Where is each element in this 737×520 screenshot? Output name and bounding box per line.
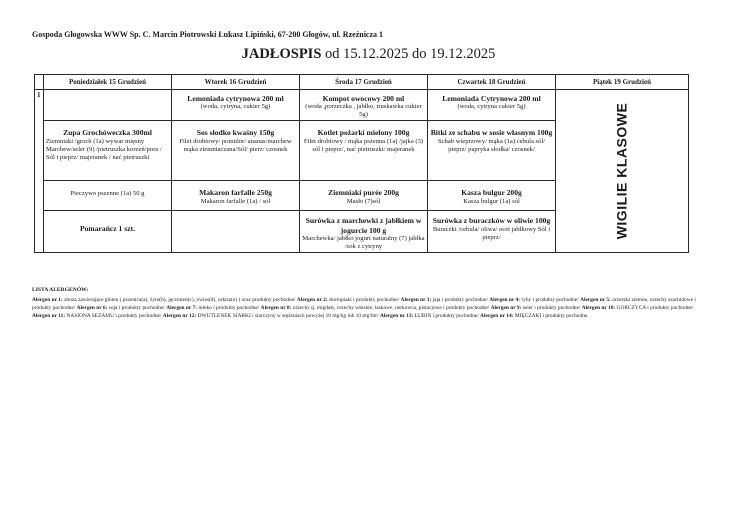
friday-class-wigilia-note: WIGILIE KLASOWE [613, 102, 630, 240]
menu-dish-ingredients: (woda, cytryna, cukier 5g) [200, 103, 271, 111]
allergen-entry: Alergen nr 5: orzeszki ziemne, orzechy arachidowe i produkty pochodne/ [32, 296, 696, 312]
day-header-wednesday: Środa 17 Grudzień [300, 75, 428, 90]
allergen-entry: Alergen nr 14: MIĘCZAKI i produkty pochodne. [480, 313, 589, 320]
tue-main-cell [172, 121, 300, 181]
mon-extra-cell [44, 211, 172, 253]
menu-dish: Surówka z buraczków w oliwie 100g [432, 216, 551, 226]
menu-row-drinks [35, 90, 689, 121]
thu-side-cell [428, 181, 556, 211]
allergen-entry: Alergen nr 10: GORCZYCA i produkty pochodne/ [581, 305, 694, 312]
wed-extra-cell [300, 211, 428, 253]
menu-dish: Makaron farfalle 250g [199, 188, 272, 198]
allergen-entry: Alergen nr 2: skorupiaki i produkty pochodne/ [296, 296, 400, 303]
menu-dish-ingredients: Filet drobiowy/ pomidor/ ananas/marchew mąka ziemniaczana/Sól/ pierz/ czosnek [179, 137, 292, 153]
mon-main-cell [44, 121, 172, 181]
company-header: Gospoda Głogowska WWW Sp. C. Marcin Piotrowski Łukasz Lipiński, 67-200 Głogów, ul. Rzeźnicza 1 [32, 30, 384, 39]
menu-dish-ingredients: Makaron farfalle (1a) / sól [200, 197, 271, 205]
wed-side-cell [300, 181, 428, 211]
allergen-entry: Alergen nr 6: soja i produkty pochodne/ [76, 305, 165, 312]
allergen-entry: Alergen nr 1: zboża zawierające gluten ( pszenica(a), żyto(b), jęczmień(c), owies(d), orkisz(e) ) oraz produkty pochodne/ [32, 296, 296, 303]
day-header-monday: Poniedziałek 15 Grudzień [44, 75, 172, 90]
allergen-entry: Alergen nr 12: DWUTLENEK SIARKI i siarczyny w stężeniach powyżej 10 mg/kg lub 10 mg/litr/ [162, 313, 379, 320]
thu-extra-cell [428, 211, 556, 253]
allergen-entry: Alergen nr 4: ryby i produkty pochodne/ [489, 296, 579, 303]
allergen-entry: Alergen nr 7: mleko i produkty pochodne/ [166, 305, 260, 312]
allergen-entry: Alergen nr 13: ŁUBIN i produkty pochodne/ [379, 313, 479, 320]
mon-side-cell [44, 181, 172, 211]
friday-cell [556, 90, 689, 253]
allergen-list [32, 286, 700, 321]
document-title [0, 46, 737, 63]
corner-cell [35, 75, 44, 90]
menu-dish-ingredients: (woda, cytryna cukier 5g) [457, 103, 526, 111]
row-index: 1 [35, 90, 44, 253]
menu-dish-ingredients: (woda ,porzeczka , jabłko, truskawka cukier 5g) [305, 103, 422, 119]
menu-dish-ingredients: Kasza bulgur (1a) sól [463, 197, 520, 205]
menu-dish: Lemoniada Cytrynowa 200 ml [442, 94, 541, 103]
days-header-row [35, 75, 689, 90]
allergen-entry: Alergen nr 11: NASIONA SEZAMU i produkty pochodne/ [32, 313, 162, 320]
allergen-entry: Alergen nr 9: seler i produkty pochodne/ [490, 305, 581, 312]
day-header-thursday: Czwartek 18 Grudzień [428, 75, 556, 90]
title-date-range: od 15.12.2025 do 19.12.2025 [325, 46, 496, 62]
thu-main-cell [428, 121, 556, 181]
menu-dish-ingredients: Ziemniaki /groch (1a) wywar mięsny Marchew/seler (9) /pietruszka korzeń/pora / Sól i pieprz/ majeranek / nać pietruszki [46, 137, 162, 161]
menu-dish-ingredients: Marchewka/ jabłko jogurt naturalny (7) jabłka /sok z cytryny [302, 234, 425, 250]
title-main: JADŁOSPIS [241, 46, 322, 62]
allergen-entry: Alergen nr 8: orzechy tj. migdały, orzechy włoskie, laskowe, nerkowca, pistacjowe i produkty pochodne/ [260, 305, 490, 312]
menu-dish-ingredients: Filet drobiowy / mąka pszenna (1a) /jajka (3) sól i pieprz/, nać pietruszki/ majeranek [303, 137, 424, 153]
allergen-entry: Alergen nr 3: jaja i produkty pochodne/ [400, 296, 488, 303]
mon-drink-cell [44, 90, 172, 121]
menu-dish-ingredients: Masło (7)sól [346, 197, 381, 205]
menu-dish: Kompot owocowy 200 ml [322, 94, 405, 103]
menu-dish: Zupa Grochóweczka 300ml [63, 128, 152, 138]
tue-extra-cell [172, 211, 300, 253]
menu-table [34, 74, 689, 253]
menu-dish: Surówka z marchewki z jabłkiem w jogurcie 100 g [305, 216, 422, 235]
menu-dish: Ziemniaki purée 200g [328, 188, 399, 198]
menu-dish: Kasza bulgur 200g [461, 188, 522, 198]
menu-dish: Kotlet pożarki mielony 100g [317, 128, 410, 138]
menu-dish-ingredients: Schab wieprzowy/ mąka (1a) cebula sól/ pieprz/ papryka słodka/ czosnek/ [437, 137, 546, 153]
menu-dish-ingredients: Buraczki /cebula/ oliwa/ ocet jabłkowy Sól i pieprz/ [432, 225, 551, 241]
menu-dish-ingredients: Pieczywo pszenne (1a) 50 g [70, 190, 145, 198]
day-header-tuesday: Wtorek 16 Grudzień [172, 75, 300, 90]
tue-side-cell [172, 181, 300, 211]
menu-dish: Bitki ze schabu w sosie własnym 100g [430, 128, 553, 138]
allergen-list-header: LISTA ALERGENÓW: [32, 287, 89, 293]
wed-main-cell [300, 121, 428, 181]
tue-drink-cell [172, 90, 300, 121]
thu-drink-cell [428, 90, 556, 121]
menu-dish: Lemoniada cytrynowa 200 ml [187, 94, 284, 103]
menu-dish: Pomarańcz 1 szt. [79, 224, 136, 234]
day-header-friday: Piątek 19 Grudzień [556, 75, 689, 90]
wed-drink-cell [300, 90, 428, 121]
menu-dish: Sos słodko kwaśny 150g [196, 128, 275, 138]
